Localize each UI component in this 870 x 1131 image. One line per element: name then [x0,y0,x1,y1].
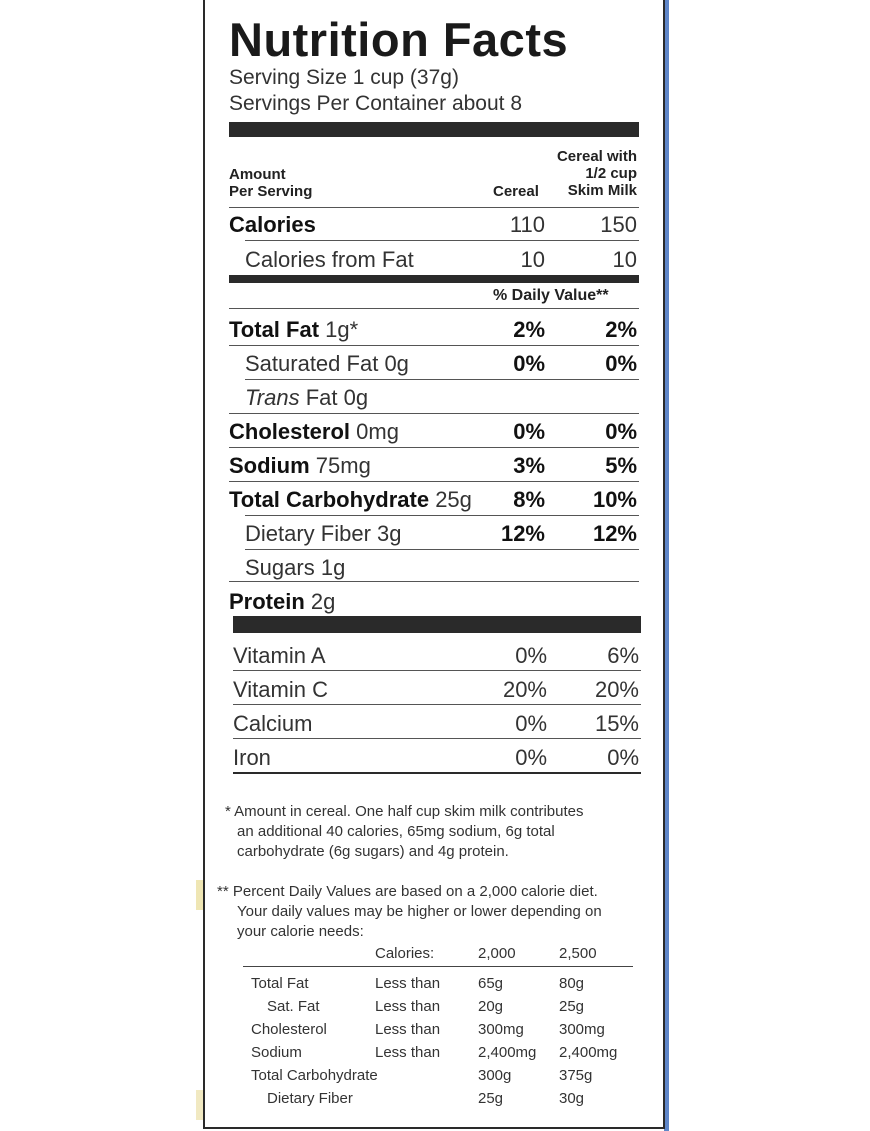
divider [245,515,639,516]
nutrient-row-dietary-fiber: Dietary Fiber 3g [245,521,402,546]
iron-milk: 0% [607,745,639,770]
calories-fat-cereal: 10 [520,247,545,272]
cholesterol-milk-dv: 0% [605,419,637,444]
dv-row-2500: 375g [559,1067,593,1084]
dv-row-qualifier: Less than [375,975,441,992]
vitamin-row-iron: Iron [233,745,271,770]
column-cereal: Cereal [493,183,539,200]
divider [233,772,641,774]
divider [245,240,639,241]
calcium-milk: 15% [594,711,639,736]
dv-header-2000: 2,000 [478,945,516,962]
dv-row-2500: 300mg [559,1021,605,1038]
amount-header: Amount Per Serving [229,166,313,200]
dv-row-2000: 2,400mg [478,1044,537,1061]
calories-label: Calories [229,212,316,237]
nutrition-facts-panel [203,0,665,1129]
vitamin-row-a: Vitamin A [233,643,326,668]
footnote-daily-values: ** Percent Daily Values are based on a 2,000 calorie diet. Your daily values may be higher or lower depending on your calorie needs: [217,883,602,940]
medium-divider [229,275,639,283]
package-edge-right [664,0,870,1131]
dv-row-2500: 25g [559,998,585,1015]
total-carb-milk-dv: 10% [592,487,637,512]
nutrient-row-total-carbohydrate: Total Carbohydrate 25g [229,487,472,512]
dietary-fiber-milk-dv: 12% [592,521,637,546]
nutrient-row-cholesterol: Cholesterol 0mg [229,419,399,444]
total-fat-milk-dv: 2% [605,317,637,342]
dv-row-name: Total Carbohydrate [251,1067,378,1084]
cholesterol-cereal-dv: 0% [513,419,545,444]
daily-value-header: % Daily Value** [493,287,609,304]
saturated-fat-milk-dv: 0% [605,351,637,376]
servings-per-container: Servings Per Container about 8 [229,92,523,115]
vitamin-a-milk: 6% [607,643,639,668]
divider [229,345,639,346]
calories-fat-label: Calories from Fat [245,247,414,272]
vitamin-row-c: Vitamin C [233,677,328,702]
thick-divider [229,122,639,137]
divider [229,447,639,448]
dv-header-calories: Calories: [375,945,435,962]
dv-row-name: Dietary Fiber [267,1090,353,1107]
nutrient-row-total-fat: Total Fat 1g* [229,317,359,342]
thick-divider [233,616,641,633]
nutrient-row-protein: Protein 2g [229,589,336,614]
dv-row-2500: 2,400mg [559,1044,618,1061]
calories-cereal: 110 [509,212,545,237]
vitamin-row-calcium: Calcium [233,711,313,736]
divider [229,413,639,414]
dv-row-qualifier: Less than [375,1044,441,1061]
dv-row-2000: 20g [478,998,504,1015]
divider [245,549,639,550]
nutrient-row-saturated-fat: Saturated Fat 0g [245,351,409,376]
dv-row-name: Total Fat [251,975,309,992]
divider [229,581,639,582]
saturated-fat-cereal-dv: 0% [513,351,545,376]
dv-header-2500: 2,500 [559,945,597,962]
dv-row-name: Sodium [251,1044,302,1061]
dv-row-qualifier: Less than [375,1021,441,1038]
dv-row-2000: 25g [478,1090,504,1107]
dv-row-name: Cholesterol [251,1021,327,1038]
calories-with-milk: 150 [600,212,637,237]
total-fat-cereal-dv: 2% [513,317,545,342]
dv-row-2500: 80g [559,975,585,992]
nutrient-row-trans-fat: Trans Fat 0g [245,385,369,410]
panel-title: Nutrition Facts [229,13,569,66]
dv-row-2000: 300g [478,1067,512,1084]
divider [245,379,639,380]
dv-row-2500: 30g [559,1090,585,1107]
dietary-fiber-cereal-dv: 12% [500,521,545,546]
nutrient-row-sodium: Sodium 75mg [229,453,371,478]
package-edge-left [0,0,205,1131]
divider [243,966,633,967]
divider [229,481,639,482]
divider [233,670,641,671]
total-carb-cereal-dv: 8% [513,487,545,512]
divider [229,207,639,208]
dv-row-name: Sat. Fat [267,998,320,1015]
divider [229,308,639,309]
dv-row-2000: 65g [478,975,504,992]
vitamin-c-milk: 20% [594,677,639,702]
iron-cereal: 0% [515,745,547,770]
sodium-milk-dv: 5% [605,453,637,478]
divider [233,738,641,739]
calories-fat-with-milk: 10 [612,247,637,272]
divider [233,704,641,705]
vitamin-a-cereal: 0% [515,643,547,668]
dv-row-2000: 300mg [478,1021,524,1038]
dv-row-qualifier: Less than [375,998,441,1015]
footnote-amount-in-cereal: * Amount in cereal. One half cup skim milk contributes an additional 40 calories, 65mg sodium, 6g total carbohydrate (6g sugars) and 4g protein. [225,803,584,860]
column-with-milk: Cereal with 1/2 cup Skim Milk [556,148,637,199]
sodium-cereal-dv: 3% [513,453,545,478]
serving-size: Serving Size 1 cup (37g) [229,66,459,89]
calcium-cereal: 0% [515,711,547,736]
nutrient-row-sugars: Sugars 1g [245,555,346,580]
vitamin-c-cereal: 20% [502,677,547,702]
